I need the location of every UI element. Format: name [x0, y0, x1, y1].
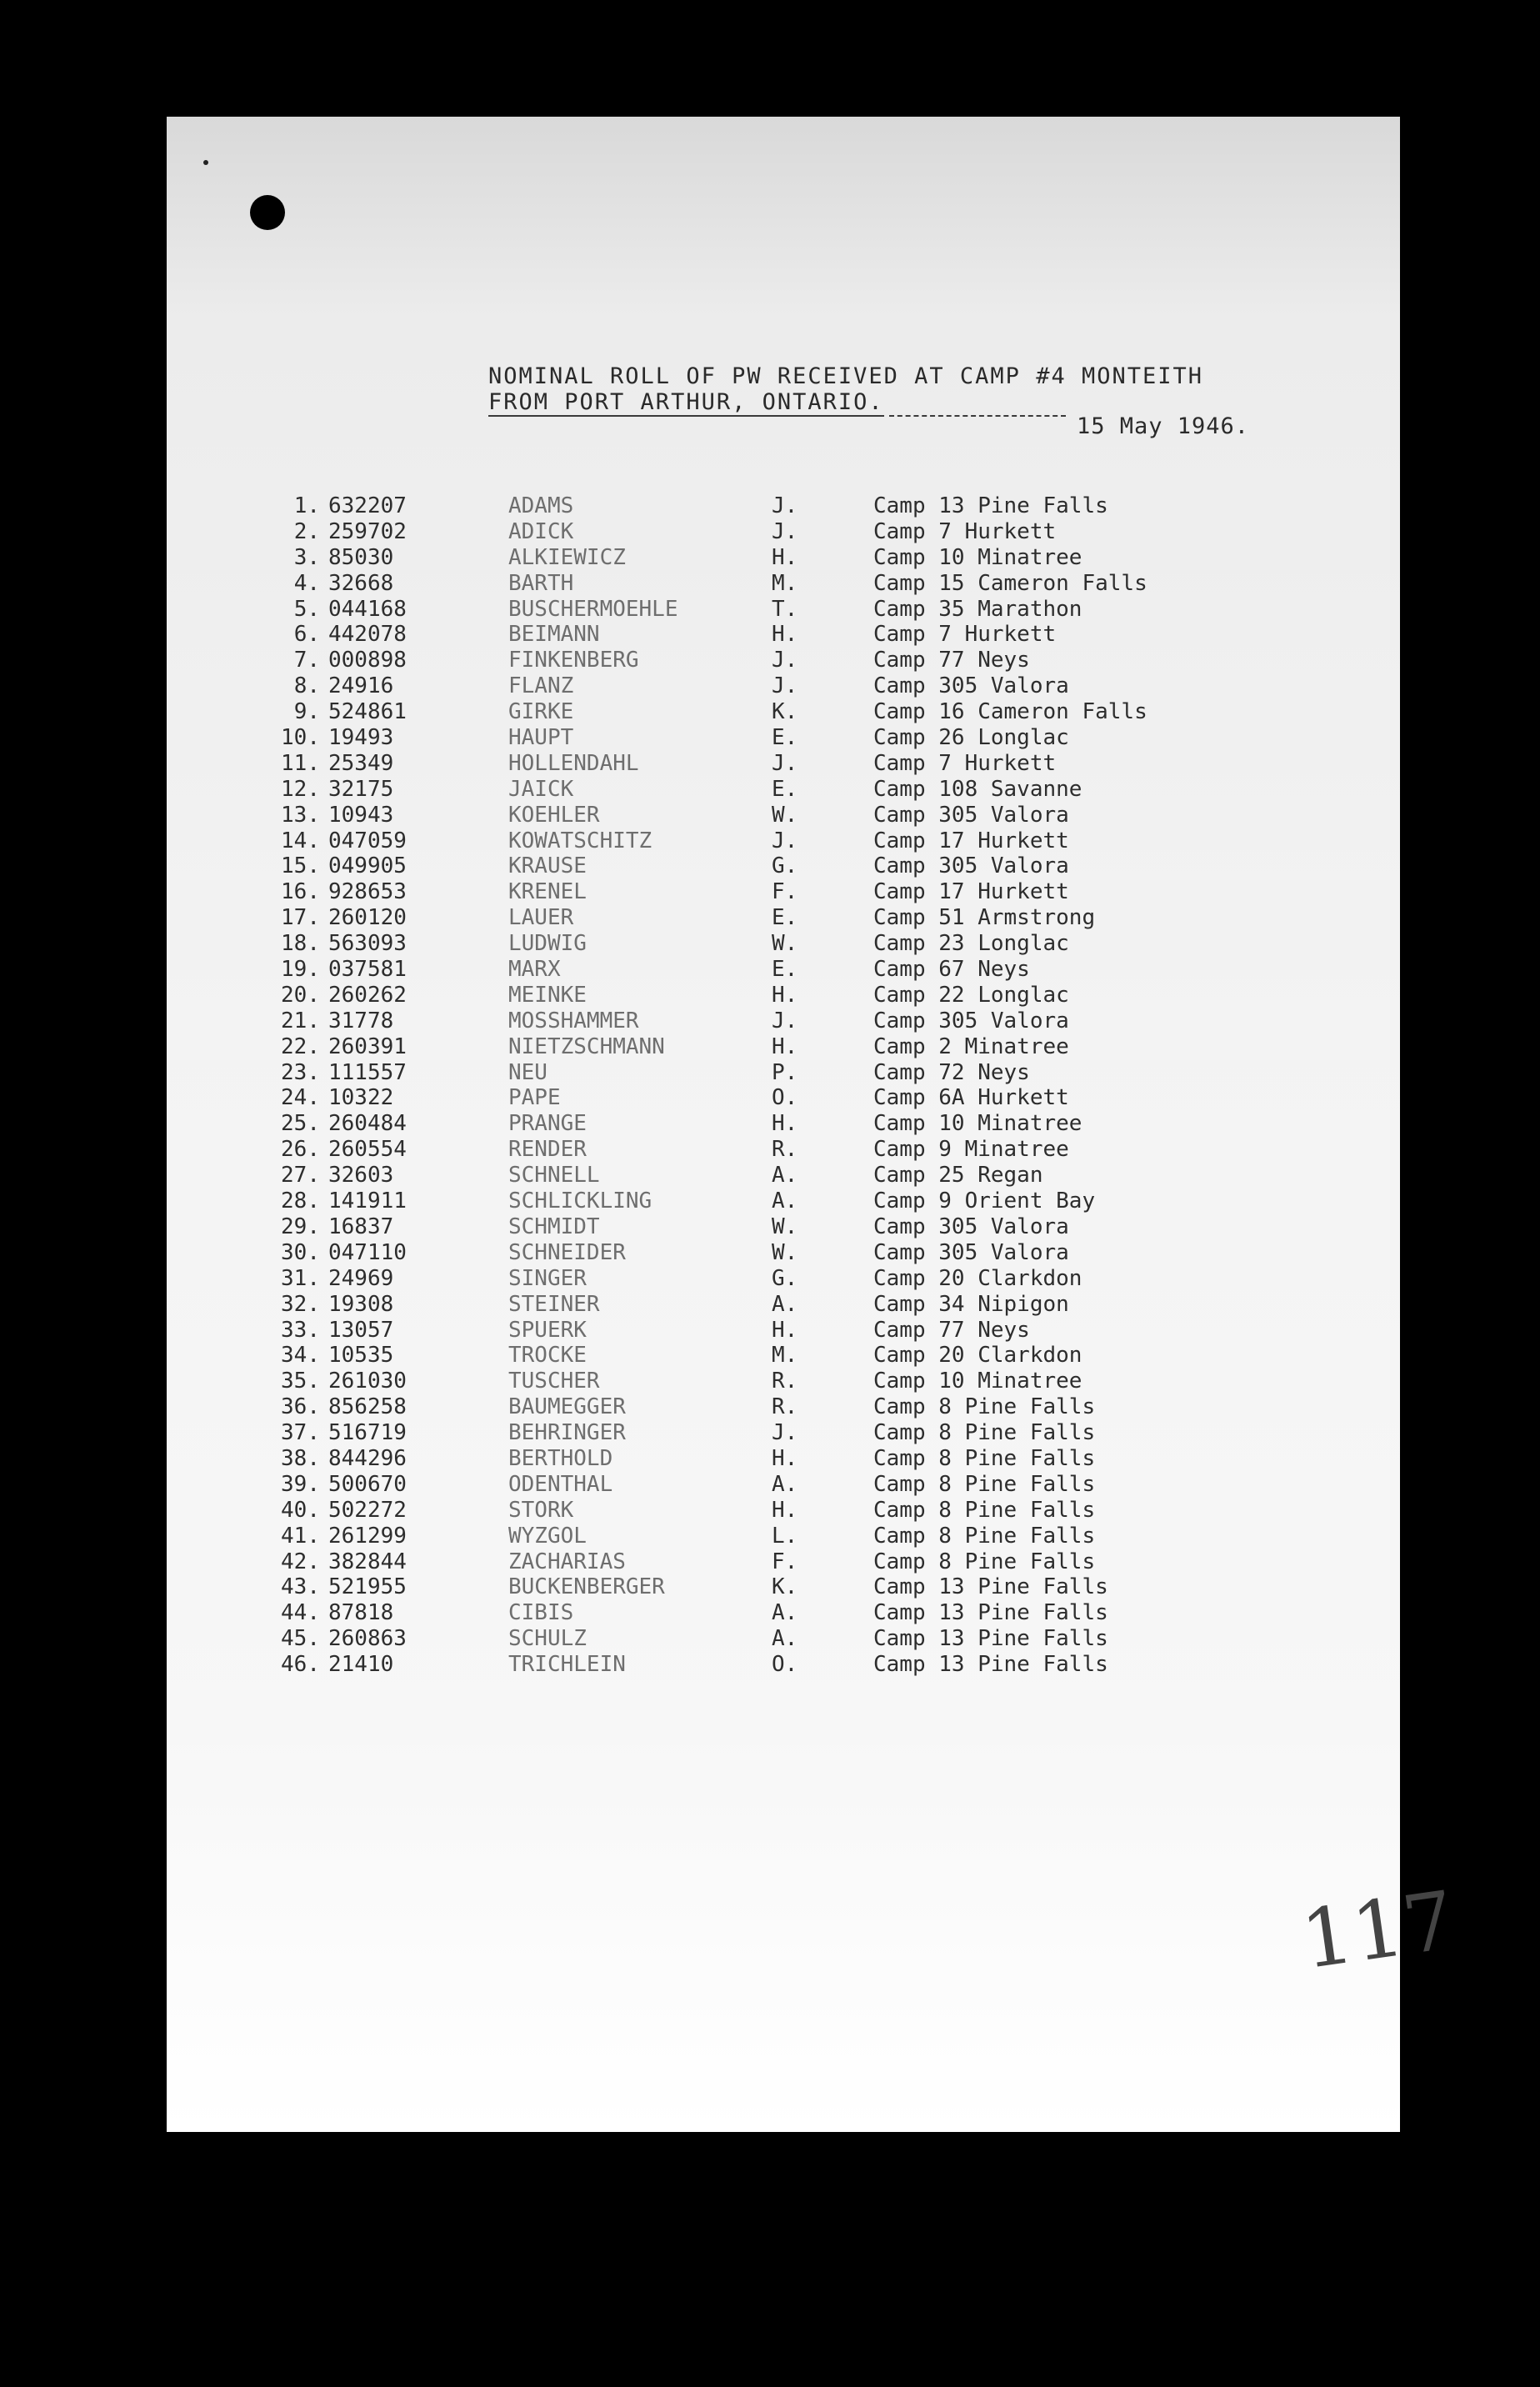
prisoner-name: BAUMEGGER [508, 1394, 626, 1420]
pw-number: 856258 [328, 1394, 407, 1420]
pw-number: 382844 [328, 1549, 407, 1574]
camp-destination: Camp 8 Pine Falls [873, 1497, 1096, 1523]
prisoner-initial: J. [772, 493, 798, 518]
title-dash-rule [889, 395, 1066, 417]
prisoner-initial: E. [772, 905, 798, 931]
roll-row [268, 648, 1352, 673]
roll-row [268, 622, 1352, 648]
prisoner-name: JAICK [508, 776, 574, 802]
row-number: 37. [281, 1420, 320, 1446]
roll-row [268, 751, 1352, 777]
roll-row [268, 1008, 1352, 1034]
prisoner-name: NEU [508, 1059, 548, 1085]
roll-row [268, 803, 1352, 828]
camp-destination: Camp 8 Pine Falls [873, 1523, 1096, 1549]
prisoner-initial: A. [772, 1600, 798, 1626]
row-number: 9. [293, 699, 320, 725]
row-number: 41. [281, 1523, 320, 1549]
row-number: 27. [281, 1163, 320, 1188]
pw-number: 19308 [328, 1291, 394, 1317]
prisoner-name: ADICK [508, 518, 574, 544]
pw-number: 044168 [328, 596, 407, 622]
prisoner-initial: O. [772, 1652, 798, 1678]
roll-row [268, 519, 1352, 545]
prisoner-name: BEIMANN [508, 622, 600, 648]
pw-number: 10535 [328, 1343, 394, 1369]
roll-row [268, 1085, 1352, 1111]
camp-destination: Camp 34 Nipigon [873, 1291, 1069, 1317]
row-number: 24. [281, 1085, 320, 1111]
roll-row [268, 1394, 1352, 1420]
camp-destination: Camp 17 Hurkett [873, 879, 1069, 905]
prisoner-initial: J. [772, 828, 798, 853]
camp-destination: Camp 8 Pine Falls [873, 1471, 1096, 1497]
prisoner-initial: P. [772, 1059, 798, 1085]
roll-row [268, 1292, 1352, 1318]
camp-destination: Camp 8 Pine Falls [873, 1445, 1096, 1471]
prisoner-name: STEINER [508, 1291, 600, 1317]
row-number: 12. [281, 776, 320, 802]
row-number: 13. [281, 802, 320, 828]
prisoner-initial: O. [772, 1085, 798, 1111]
document-date: 15 May 1946. [1077, 413, 1250, 439]
prisoner-initial: W. [772, 802, 798, 828]
prisoner-name: MARX [508, 957, 561, 983]
prisoner-initial: H. [772, 982, 798, 1008]
title-line-2: FROM PORT ARTHUR, ONTARIO. [488, 389, 884, 415]
prisoner-name: GIRKE [508, 699, 574, 725]
row-number: 10. [281, 725, 320, 751]
camp-destination: Camp 7 Hurkett [873, 750, 1057, 776]
prisoner-name: NIETZSCHMANN [508, 1033, 665, 1059]
prisoner-name: SCHNEIDER [508, 1239, 626, 1265]
prisoner-name: KOWATSCHITZ [508, 828, 652, 853]
prisoner-initial: H. [772, 1497, 798, 1523]
prisoner-initial: M. [772, 1343, 798, 1369]
prisoner-name: BUCKENBERGER [508, 1574, 665, 1600]
prisoner-name: SCHNELL [508, 1163, 600, 1188]
prisoner-initial: H. [772, 1317, 798, 1343]
row-number: 38. [281, 1445, 320, 1471]
roll-row [268, 725, 1352, 751]
prisoner-name: SINGER [508, 1265, 587, 1291]
prisoner-initial: J. [772, 673, 798, 699]
roll-row [268, 1524, 1352, 1549]
roll-row [268, 1652, 1352, 1678]
roll-row [268, 1060, 1352, 1086]
roll-row [268, 777, 1352, 803]
pw-number: 85030 [328, 544, 394, 570]
pw-number: 000898 [328, 648, 407, 673]
camp-destination: Camp 305 Valora [873, 1214, 1069, 1239]
row-number: 26. [281, 1137, 320, 1163]
camp-destination: Camp 7 Hurkett [873, 622, 1057, 648]
row-number: 34. [281, 1343, 320, 1369]
camp-destination: Camp 77 Neys [873, 648, 1030, 673]
camp-destination: Camp 20 Clarkdon [873, 1343, 1082, 1369]
prisoner-initial: T. [772, 596, 798, 622]
prisoner-initial: W. [772, 1239, 798, 1265]
roll-row [268, 828, 1352, 854]
row-number: 17. [281, 905, 320, 931]
prisoner-initial: A. [772, 1188, 798, 1214]
prisoner-name: HOLLENDAHL [508, 750, 639, 776]
document-page [167, 117, 1461, 2132]
row-number: 19. [281, 957, 320, 983]
pw-number: 259702 [328, 518, 407, 544]
row-number: 40. [281, 1497, 320, 1523]
camp-destination: Camp 6A Hurkett [873, 1085, 1069, 1111]
pw-number: 260484 [328, 1111, 407, 1137]
row-number: 7. [293, 648, 320, 673]
prisoner-initial: J. [772, 518, 798, 544]
prisoner-name: ODENTHAL [508, 1471, 613, 1497]
camp-destination: Camp 305 Valora [873, 802, 1069, 828]
roll-row [268, 1240, 1352, 1266]
pw-number: 260391 [328, 1033, 407, 1059]
roll-row [268, 1549, 1352, 1575]
prisoner-name: FINKENBERG [508, 648, 639, 673]
nominal-roll-list [268, 493, 1352, 1678]
page-number-mark: 117 [1296, 1873, 1461, 1988]
prisoner-initial: R. [772, 1137, 798, 1163]
roll-row [268, 1600, 1352, 1626]
prisoner-name: ZACHARIAS [508, 1549, 626, 1574]
row-number: 6. [293, 622, 320, 648]
row-number: 15. [281, 853, 320, 879]
camp-destination: Camp 26 Longlac [873, 725, 1069, 751]
prisoner-initial: H. [772, 1033, 798, 1059]
row-number: 1. [293, 493, 320, 518]
pw-number: 260262 [328, 982, 407, 1008]
row-number: 42. [281, 1549, 320, 1574]
prisoner-initial: J. [772, 1420, 798, 1446]
roll-row [268, 1446, 1352, 1472]
row-number: 44. [281, 1600, 320, 1626]
prisoner-initial: J. [772, 750, 798, 776]
row-number: 36. [281, 1394, 320, 1420]
roll-row [268, 1214, 1352, 1240]
prisoner-initial: J. [772, 1008, 798, 1033]
camp-destination: Camp 15 Cameron Falls [873, 570, 1148, 596]
prisoner-initial: G. [772, 1265, 798, 1291]
prisoner-name: BUSCHERMOEHLE [508, 596, 678, 622]
prisoner-name: SCHMIDT [508, 1214, 600, 1239]
camp-destination: Camp 8 Pine Falls [873, 1549, 1096, 1574]
pw-number: 31778 [328, 1008, 394, 1033]
prisoner-initial: W. [772, 1214, 798, 1239]
pw-number: 260554 [328, 1137, 407, 1163]
pw-number: 16837 [328, 1214, 394, 1239]
roll-row [268, 1626, 1352, 1652]
camp-destination: Camp 20 Clarkdon [873, 1265, 1082, 1291]
pw-number: 25349 [328, 750, 394, 776]
pw-number: 87818 [328, 1600, 394, 1626]
row-number: 25. [281, 1111, 320, 1137]
prisoner-initial: M. [772, 570, 798, 596]
prisoner-initial: E. [772, 957, 798, 983]
camp-destination: Camp 10 Minatree [873, 544, 1082, 570]
camp-destination: Camp 72 Neys [873, 1059, 1030, 1085]
prisoner-name: WYZGOL [508, 1523, 587, 1549]
row-number: 46. [281, 1652, 320, 1678]
pw-number: 13057 [328, 1317, 394, 1343]
camp-destination: Camp 51 Armstrong [873, 905, 1096, 931]
prisoner-name: CIBIS [508, 1600, 574, 1626]
pw-number: 049905 [328, 853, 407, 879]
pw-number: 21410 [328, 1652, 394, 1678]
prisoner-name: BERTHOLD [508, 1445, 613, 1471]
camp-destination: Camp 23 Longlac [873, 931, 1069, 957]
camp-destination: Camp 10 Minatree [873, 1111, 1082, 1137]
row-number: 14. [281, 828, 320, 853]
prisoner-initial: F. [772, 1549, 798, 1574]
row-number: 23. [281, 1059, 320, 1085]
camp-destination: Camp 305 Valora [873, 1239, 1069, 1265]
camp-destination: Camp 108 Savanne [873, 776, 1082, 802]
prisoner-name: TUSCHER [508, 1369, 600, 1394]
prisoner-initial: A. [772, 1471, 798, 1497]
prisoner-name: LUDWIG [508, 931, 587, 957]
roll-row [268, 1266, 1352, 1292]
pw-number: 442078 [328, 622, 407, 648]
pw-number: 32668 [328, 570, 394, 596]
row-number: 2. [293, 518, 320, 544]
camp-destination: Camp 35 Marathon [873, 596, 1082, 622]
prisoner-name: SPUERK [508, 1317, 587, 1343]
prisoner-initial: K. [772, 699, 798, 725]
pw-number: 524861 [328, 699, 407, 725]
row-number: 22. [281, 1033, 320, 1059]
camp-destination: Camp 13 Pine Falls [873, 1574, 1108, 1600]
prisoner-initial: J. [772, 648, 798, 673]
pw-number: 10943 [328, 802, 394, 828]
pw-number: 502272 [328, 1497, 407, 1523]
camp-destination: Camp 9 Minatree [873, 1137, 1069, 1163]
prisoner-initial: L. [772, 1523, 798, 1549]
pw-number: 047110 [328, 1239, 407, 1265]
title-line-1: NOMINAL ROLL OF PW RECEIVED AT CAMP #4 MONTEITH [488, 363, 1204, 389]
prisoner-name: RENDER [508, 1137, 587, 1163]
prisoner-name: SCHULZ [508, 1626, 587, 1652]
pw-number: 24916 [328, 673, 394, 699]
prisoner-name: KRAUSE [508, 853, 587, 879]
roll-row [268, 1343, 1352, 1369]
prisoner-name: STORK [508, 1497, 574, 1523]
prisoner-initial: K. [772, 1574, 798, 1600]
prisoner-name: BARTH [508, 570, 574, 596]
pw-number: 111557 [328, 1059, 407, 1085]
row-number: 16. [281, 879, 320, 905]
prisoner-name: LAUER [508, 905, 574, 931]
camp-destination: Camp 13 Pine Falls [873, 1600, 1108, 1626]
camp-destination: Camp 16 Cameron Falls [873, 699, 1148, 725]
camp-destination: Camp 305 Valora [873, 673, 1069, 699]
prisoner-initial: A. [772, 1163, 798, 1188]
camp-destination: Camp 2 Minatree [873, 1033, 1069, 1059]
roll-row [268, 571, 1352, 597]
row-number: 28. [281, 1188, 320, 1214]
prisoner-name: KRENEL [508, 879, 587, 905]
prisoner-initial: R. [772, 1394, 798, 1420]
roll-row [268, 1111, 1352, 1137]
row-number: 43. [281, 1574, 320, 1600]
roll-row [268, 1574, 1352, 1600]
row-number: 20. [281, 982, 320, 1008]
pw-number: 632207 [328, 493, 407, 518]
roll-row [268, 545, 1352, 571]
roll-row [268, 493, 1352, 519]
roll-row [268, 1188, 1352, 1214]
prisoner-initial: H. [772, 544, 798, 570]
prisoner-name: HAUPT [508, 725, 574, 751]
prisoner-name: ALKIEWICZ [508, 544, 626, 570]
row-number: 45. [281, 1626, 320, 1652]
pw-number: 141911 [328, 1188, 407, 1214]
row-number: 33. [281, 1317, 320, 1343]
pw-number: 500670 [328, 1471, 407, 1497]
pw-number: 928653 [328, 879, 407, 905]
prisoner-initial: E. [772, 776, 798, 802]
pw-number: 261299 [328, 1523, 407, 1549]
pw-number: 32175 [328, 776, 394, 802]
prisoner-name: PRANGE [508, 1111, 587, 1137]
camp-destination: Camp 25 Regan [873, 1163, 1043, 1188]
camp-destination: Camp 13 Pine Falls [873, 1626, 1108, 1652]
prisoner-initial: E. [772, 725, 798, 751]
prisoner-name: TROCKE [508, 1343, 587, 1369]
row-number: 35. [281, 1369, 320, 1394]
pw-number: 10322 [328, 1085, 394, 1111]
camp-destination: Camp 67 Neys [873, 957, 1030, 983]
prisoner-name: KOEHLER [508, 802, 600, 828]
roll-row [268, 673, 1352, 699]
pw-number: 844296 [328, 1445, 407, 1471]
prisoner-initial: R. [772, 1369, 798, 1394]
roll-row [268, 905, 1352, 931]
camp-destination: Camp 8 Pine Falls [873, 1394, 1096, 1420]
roll-row [268, 1369, 1352, 1394]
camp-destination: Camp 9 Orient Bay [873, 1188, 1096, 1214]
camp-destination: Camp 305 Valora [873, 1008, 1069, 1033]
camp-destination: Camp 13 Pine Falls [873, 493, 1108, 518]
row-number: 8. [293, 673, 320, 699]
prisoner-initial: A. [772, 1291, 798, 1317]
pw-number: 521955 [328, 1574, 407, 1600]
camp-destination: Camp 7 Hurkett [873, 518, 1057, 544]
prisoner-initial: G. [772, 853, 798, 879]
roll-row [268, 1420, 1352, 1446]
roll-row [268, 879, 1352, 905]
prisoner-name: TRICHLEIN [508, 1652, 626, 1678]
roll-row [268, 1472, 1352, 1498]
prisoner-name: PAPE [508, 1085, 561, 1111]
row-number: 11. [281, 750, 320, 776]
pw-number: 19493 [328, 725, 394, 751]
prisoner-initial: H. [772, 1111, 798, 1137]
prisoner-initial: H. [772, 622, 798, 648]
prisoner-name: MEINKE [508, 982, 587, 1008]
prisoner-name: BEHRINGER [508, 1420, 626, 1446]
prisoner-name: ADAMS [508, 493, 574, 518]
camp-destination: Camp 77 Neys [873, 1317, 1030, 1343]
roll-row [268, 957, 1352, 983]
roll-row [268, 853, 1352, 879]
pw-number: 261030 [328, 1369, 407, 1394]
roll-row [268, 1498, 1352, 1524]
pw-number: 047059 [328, 828, 407, 853]
prisoner-initial: W. [772, 931, 798, 957]
row-number: 29. [281, 1214, 320, 1239]
camp-destination: Camp 13 Pine Falls [873, 1652, 1108, 1678]
pw-number: 037581 [328, 957, 407, 983]
prisoner-name: MOSSHAMMER [508, 1008, 639, 1033]
row-number: 31. [281, 1265, 320, 1291]
camp-destination: Camp 10 Minatree [873, 1369, 1082, 1394]
roll-row [268, 983, 1352, 1008]
camp-destination: Camp 305 Valora [873, 853, 1069, 879]
pw-number: 24969 [328, 1265, 394, 1291]
roll-row [268, 699, 1352, 725]
prisoner-initial: F. [772, 879, 798, 905]
document-title [488, 363, 1203, 417]
row-number: 21. [281, 1008, 320, 1033]
prisoner-initial: H. [772, 1445, 798, 1471]
roll-row [268, 1034, 1352, 1060]
row-number: 18. [281, 931, 320, 957]
roll-row [268, 1137, 1352, 1163]
row-number: 5. [293, 596, 320, 622]
prisoner-initial: A. [772, 1626, 798, 1652]
pw-number: 260120 [328, 905, 407, 931]
prisoner-name: SCHLICKLING [508, 1188, 652, 1214]
pw-number: 516719 [328, 1420, 407, 1446]
camp-destination: Camp 17 Hurkett [873, 828, 1069, 853]
row-number: 30. [281, 1239, 320, 1265]
roll-row [268, 931, 1352, 957]
pw-number: 260863 [328, 1626, 407, 1652]
pw-number: 563093 [328, 931, 407, 957]
roll-row [268, 1318, 1352, 1344]
camp-destination: Camp 22 Longlac [873, 982, 1069, 1008]
ink-speck [203, 160, 208, 165]
pw-number: 32603 [328, 1163, 394, 1188]
camp-destination: Camp 8 Pine Falls [873, 1420, 1096, 1446]
row-number: 3. [293, 544, 320, 570]
row-number: 39. [281, 1471, 320, 1497]
row-number: 4. [293, 570, 320, 596]
roll-row [268, 1163, 1352, 1188]
punch-hole [250, 195, 285, 230]
prisoner-name: FLANZ [508, 673, 574, 699]
roll-row [268, 597, 1352, 623]
row-number: 32. [281, 1291, 320, 1317]
